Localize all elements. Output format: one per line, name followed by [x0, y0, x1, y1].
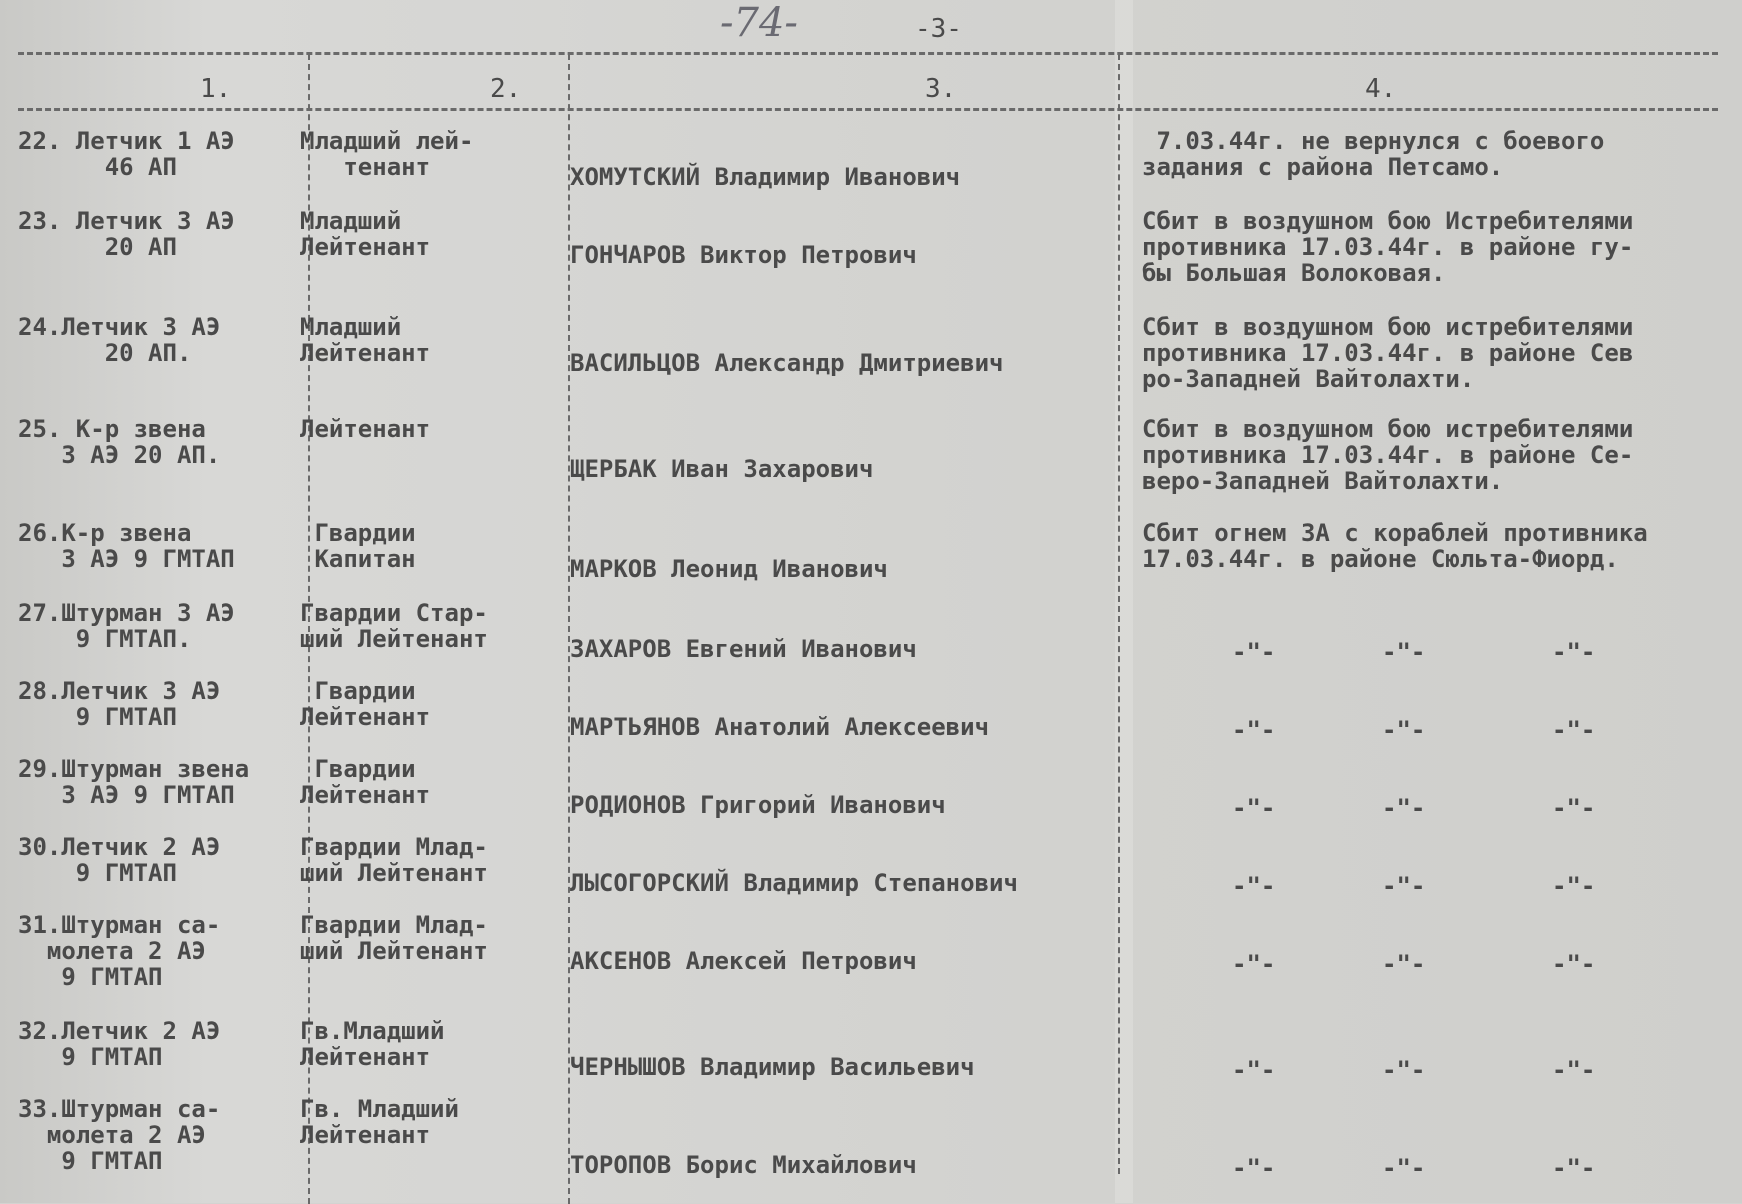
- cell-circumstances: Сбит в воздушном бою истребителями противника 17.03.44г. в районе Се- веро-Западней Вайтолахти.: [1142, 415, 1634, 495]
- cell-position-unit: 33.Штурман са- молета 2 АЭ 9 ГМТАП: [18, 1095, 221, 1175]
- cell-circumstances: Сбит в воздушном бою Истребителями противника 17.03.44г. в районе гу- бы Большая Волоковая.: [1142, 207, 1634, 287]
- cell-circumstances: 7.03.44г. не вернулся с боевого задания с района Петсамо.: [1142, 127, 1605, 181]
- cell-rank: Гв. Младший Лейтенант: [300, 1095, 459, 1149]
- cell-rank: Гвардии Лейтенант: [300, 755, 431, 809]
- header-col-3: 3.: [925, 74, 957, 104]
- page-number: -3-: [915, 14, 962, 44]
- cell-rank: Гвардии Лейтенант: [300, 677, 431, 731]
- cell-full-name: МАРТЬЯНОВ Анатолий Алексеевич: [570, 713, 990, 741]
- cell-position-unit: 22. Летчик 1 АЭ 46 АП: [18, 127, 235, 181]
- cell-full-name: ТОРОПОВ Борис Михайлович: [570, 1151, 917, 1179]
- cell-position-unit: 32.Летчик 2 АЭ 9 ГМТАП: [18, 1017, 221, 1071]
- cell-position-unit: 23. Летчик 3 АЭ 20 АП: [18, 207, 235, 261]
- ditto-mark: -"-: [1382, 1154, 1426, 1182]
- ditto-mark: -"-: [1232, 872, 1276, 900]
- cell-position-unit: 29.Штурман звена 3 АЭ 9 ГМТАП: [18, 755, 250, 809]
- ditto-mark: -"-: [1552, 1056, 1596, 1084]
- header-col-2: 2.: [490, 74, 522, 104]
- cell-full-name: РОДИОНОВ Григорий Иванович: [570, 791, 946, 819]
- cell-full-name: ЧЕРНЫШОВ Владимир Васильевич: [570, 1053, 975, 1081]
- ditto-mark: -"-: [1552, 716, 1596, 744]
- cell-full-name: ЛЫСОГОРСКИЙ Владимир Степанович: [570, 869, 1018, 897]
- cell-full-name: ЗАХАРОВ Евгений Иванович: [570, 635, 917, 663]
- cell-full-name: ХОМУТСКИЙ Владимир Иванович: [570, 163, 961, 191]
- cell-rank: Младший Лейтенант: [300, 313, 431, 367]
- header-col-1: 1.: [200, 74, 232, 104]
- cell-full-name: МАРКОВ Леонид Иванович: [570, 555, 888, 583]
- ditto-mark: -"-: [1552, 872, 1596, 900]
- cell-full-name: ГОНЧАРОВ Виктор Петрович: [570, 241, 917, 269]
- cell-position-unit: 28.Летчик 3 АЭ 9 ГМТАП: [18, 677, 221, 731]
- cell-rank: Младший лей- тенант: [300, 127, 474, 181]
- column-divider-2: [568, 54, 570, 1204]
- ditto-mark: -"-: [1552, 638, 1596, 666]
- ditto-mark: -"-: [1382, 638, 1426, 666]
- cell-position-unit: 30.Летчик 2 АЭ 9 ГМТАП: [18, 833, 221, 887]
- ditto-mark: -"-: [1382, 1056, 1426, 1084]
- column-divider-3: [1118, 54, 1120, 1174]
- ditto-mark: -"-: [1382, 716, 1426, 744]
- ditto-mark: -"-: [1232, 794, 1276, 822]
- cell-position-unit: 25. К-р звена 3 АЭ 20 АП.: [18, 415, 221, 469]
- cell-rank: Гвардии Стар- ший Лейтенант: [300, 599, 488, 653]
- cell-full-name: ЩЕРБАК Иван Захарович: [570, 455, 874, 483]
- ditto-mark: -"-: [1232, 716, 1276, 744]
- ditto-mark: -"-: [1552, 1154, 1596, 1182]
- header-col-4: 4.: [1365, 74, 1397, 104]
- cell-rank: Гвардии Капитан: [314, 519, 416, 573]
- cell-position-unit: 27.Штурман 3 АЭ 9 ГМТАП.: [18, 599, 235, 653]
- ditto-mark: -"-: [1382, 950, 1426, 978]
- ditto-mark: -"-: [1232, 1154, 1276, 1182]
- ditto-mark: -"-: [1552, 794, 1596, 822]
- ditto-mark: -"-: [1382, 794, 1426, 822]
- cell-circumstances: Сбит в воздушном бою истребителями противника 17.03.44г. в районе Сев ро-Западней Вайтолахти.: [1142, 313, 1634, 393]
- cell-rank: Лейтенант: [300, 415, 431, 443]
- cell-full-name: АКСЕНОВ Алексей Петрович: [570, 947, 917, 975]
- cell-position-unit: 26.К-р звена 3 АЭ 9 ГМТАП: [18, 519, 235, 573]
- handwritten-sheet-number: -74-: [720, 0, 798, 46]
- cell-position-unit: 31.Штурман са- молета 2 АЭ 9 ГМТАП: [18, 911, 221, 991]
- ditto-mark: -"-: [1552, 950, 1596, 978]
- ditto-mark: -"-: [1232, 638, 1276, 666]
- cell-circumstances: Сбит огнем ЗА с кораблей противника 17.03.44г. в районе Сюльта-Фиорд.: [1142, 519, 1648, 573]
- cell-rank: Гвардии Млад- ший Лейтенант: [300, 833, 488, 887]
- ditto-mark: -"-: [1232, 1056, 1276, 1084]
- cell-position-unit: 24.Летчик 3 АЭ 20 АП.: [18, 313, 221, 367]
- ditto-mark: -"-: [1232, 950, 1276, 978]
- header-rule: [18, 108, 1718, 111]
- cell-rank: Гвардии Млад- ший Лейтенант: [300, 911, 488, 965]
- cell-rank: Гв.Младший Лейтенант: [300, 1017, 445, 1071]
- ditto-mark: -"-: [1382, 872, 1426, 900]
- cell-rank: Младший Лейтенант: [300, 207, 431, 261]
- cell-full-name: ВАСИЛЬЦОВ Александр Дмитриевич: [570, 349, 1004, 377]
- top-rule: [18, 52, 1718, 55]
